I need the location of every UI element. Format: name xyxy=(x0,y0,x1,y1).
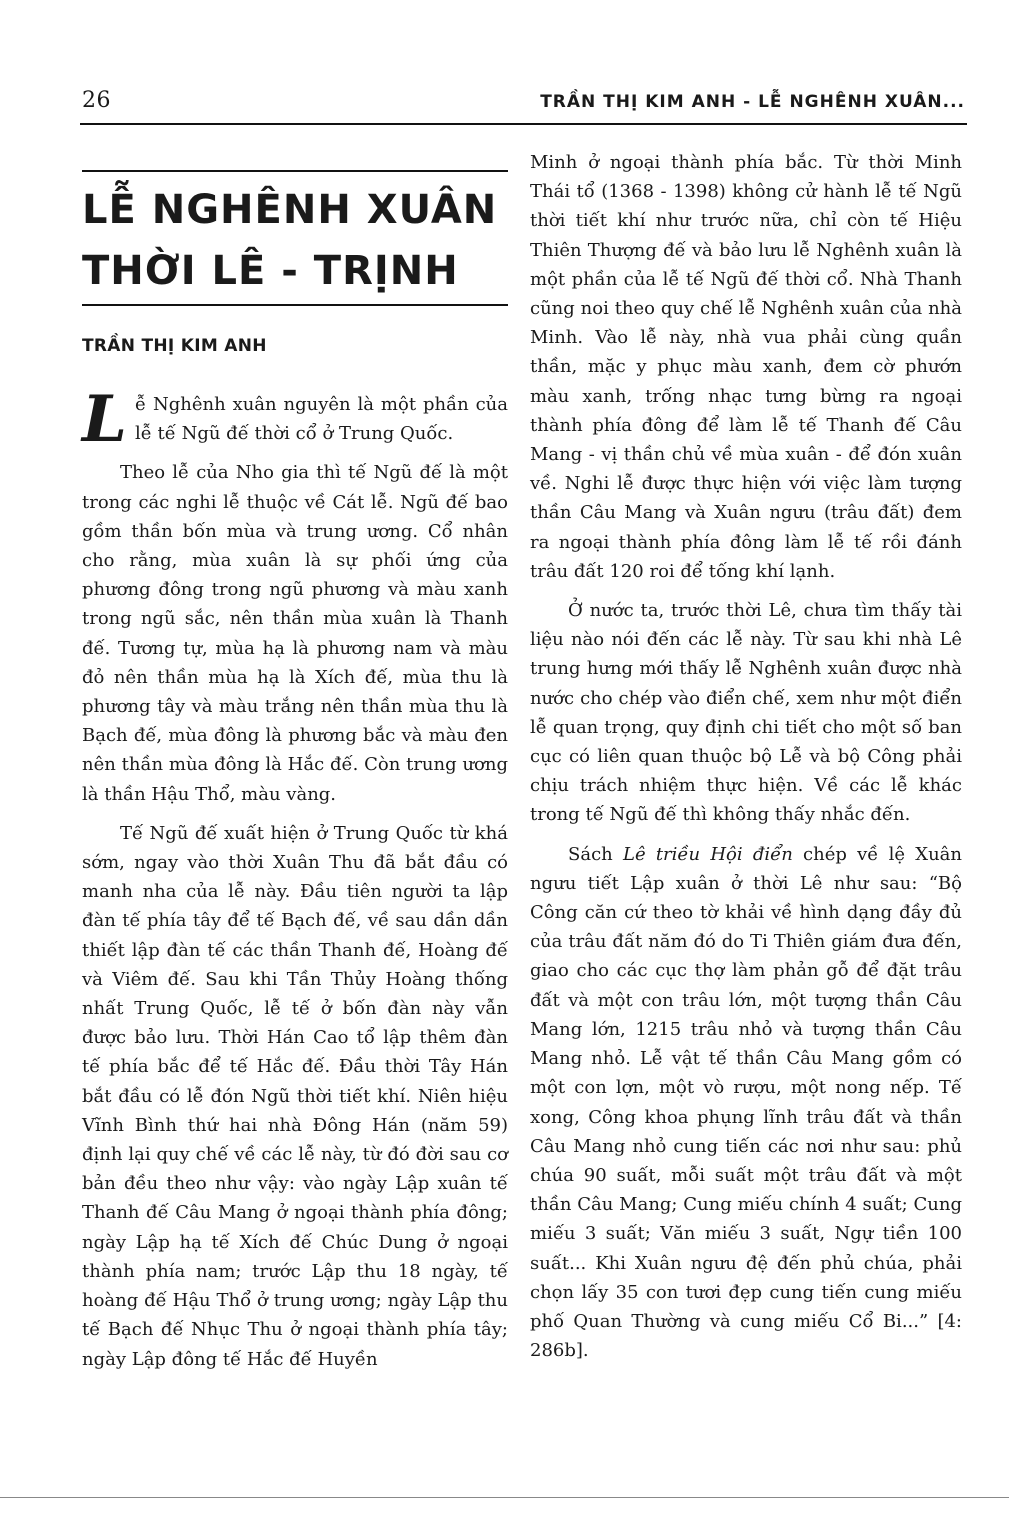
title-rule-top xyxy=(82,170,508,172)
bottom-rule xyxy=(0,1497,1009,1498)
lead-text: ễ Nghênh xuân nguyên là một phần của lễ tế Ngũ đế thời cổ ở Trung Quốc. xyxy=(135,394,508,445)
paragraph-4: Ở nước ta, trước thời Lê, chưa tìm thấy tài liệu nào nói đến các lễ này. Từ sau khi nhà Lê trung hưng mới thấy lễ Nghênh xuân được nhà nước cho chép vào điển chế, xem như một điển lễ quan trọng, quy định chi tiết cho một số ban cục có liên quan thuộc bộ Lễ và bộ Công phải chịu trách nhiệm thực hiện. Về các lễ khác trong tế Ngũ đế thì không thấy nhắc đến. xyxy=(530,600,962,826)
paragraph-2: Tế Ngũ đế xuất hiện ở Trung Quốc từ khá sớm, ngay vào thời Xuân Thu đã bắt đầu có manh nha của lễ này. Đầu tiên người ta lập đàn tế phía tây để tế Bạch đế, về sau dần dần thiết lập đàn tế các thần Thanh đế, Hoàng đế và Viêm đế. Sau khi Tần Thủy Hoàng thống nhất Trung Quốc, lễ tế ở bốn đàn này vẫn được bảo lưu. Thời Hán Cao tổ lập thêm đàn tế phía bắc để tế Hắc đế. Đầu thời Tây Hán bắt đầu có lễ đón Ngũ thời tiết khí. Niên hiệu Vĩnh Bình thứ hai nhà Đông Hán (năm 59) định lại quy chế về các lễ này, từ đó đời sau cơ bản đều theo như vậy: vào ngày Lập xuân tế Thanh đế Câu Mang ở ngoại thành phía đông; ngày Lập hạ tế Xích đế Chúc Dung ở ngoại thành phía nam; trước Lập thu 18 ngày, tế hoàng đế Hậu Thổ ở trung ương; ngày Lập thu tế Bạch đế Nhục Thu ở ngoại thành phía tây; ngày Lập đông tế Hắc đế Huyền xyxy=(82,822,508,1370)
right-column xyxy=(530,148,962,1365)
author-name: TRẦN THỊ KIM ANH xyxy=(82,336,267,356)
left-column xyxy=(82,148,508,1374)
lead-paragraph xyxy=(82,382,508,457)
article-title xyxy=(82,180,508,302)
p5-post: chép về lệ Xuân ngưu tiết Lập xuân ở thời Lê như sau: “Bộ Công căn cứ theo tờ khải về hình dạng đầy đủ của trâu đất năm đó do Ti Thiên giám đưa đến, giao cho các cục thợ làm phản gỗ để đặt trâu đất và một con trâu lớn, một tượng thần Câu Mang lớn, 1215 trâu nhỏ và tượng thần Câu Mang nhỏ. Lễ vật tế thần Câu Mang gồm có một con lợn, một vò rượu, một nong nếp. Tế xong, Công khoa phụng lĩnh trâu đất và thần Câu Mang nhỏ cung tiến các nơi như sau: phủ chúa 90 suất, mỗi suất một trâu đất và một thần Câu Mang; Cung miếu chính 4 suất; Cung miếu 3 suất; Văn miếu 3 suất, Ngự tiền 100 suất... Khi Xuân ngưu đệ đến phủ chúa, phải chọn lấy 35 con tươi đẹp cung tiến cung miếu phố Quan Thường và cung miếu Cổ Bi...” [4: 286b]. xyxy=(530,843,962,1362)
title-line-2: THỜI LÊ - TRỊNH xyxy=(82,248,459,294)
title-line-1: LỄ NGHÊNH XUÂN xyxy=(82,187,498,233)
page-number: 26 xyxy=(82,88,111,113)
p5-pre: Sách xyxy=(568,843,623,865)
book-title: Lê triều Hội điển xyxy=(622,843,793,865)
paragraph-3: Minh ở ngoại thành phía bắc. Từ thời Minh Thái tổ (1368 - 1398) không cử hành lễ tế Ngũ thời tiết khí như trước nữa, chỉ còn tế Hiệu Thiên Thượng đế và bảo lưu lễ Nghênh xuân là một phần của lễ tế Ngũ đế thời cổ. Nhà Thanh cũng noi theo quy chế lễ Nghênh xuân của nhà Minh. Vào lễ này, nhà vua phải cùng quần thần, mặc y phục màu xanh, đem cờ phướn màu xanh, trống nhạc tưng bừng ra ngoại thành phía đông để làm lễ tế Thanh đế Câu Mang - vị thần chủ về mùa xuân - để đón xuân về. Nghi lễ được thực hiện với việc làm tượng thần Câu Mang và Xuân ngưu (trâu đất) đem ra ngoại thành phía đông làm lễ tế rồi đánh trâu đất 120 roi để tống khí lạnh. xyxy=(530,152,962,582)
paragraph-1: Theo lễ của Nho gia thì tế Ngũ đế là một trong các nghi lễ thuộc về Cát lễ. Ngũ đế bao gồm thần bốn mùa và trung ương. Cổ nhân cho rằng, mùa xuân là sự phối ứng của phương đông trong ngũ phương và màu xanh trong ngũ sắc, nên thần mùa xuân là Thanh đế. Tương tự, mùa hạ là phương nam và màu đỏ nên thần mùa hạ là Xích đế, mùa thu là phương tây và màu trắng nên thần mùa thu là Bạch đế, mùa đông là phương bắc và màu đen nên thần mùa đông là Hắc đế. Còn trung ương là thần Hậu Thổ, màu vàng. xyxy=(82,462,508,805)
drop-cap: L xyxy=(82,382,127,457)
paragraph-5 xyxy=(530,840,962,1366)
header-rule xyxy=(80,123,967,125)
running-header: TRẦN THỊ KIM ANH - LỄ NGHÊNH XUÂN... xyxy=(540,92,965,112)
title-rule-bottom xyxy=(82,304,508,306)
